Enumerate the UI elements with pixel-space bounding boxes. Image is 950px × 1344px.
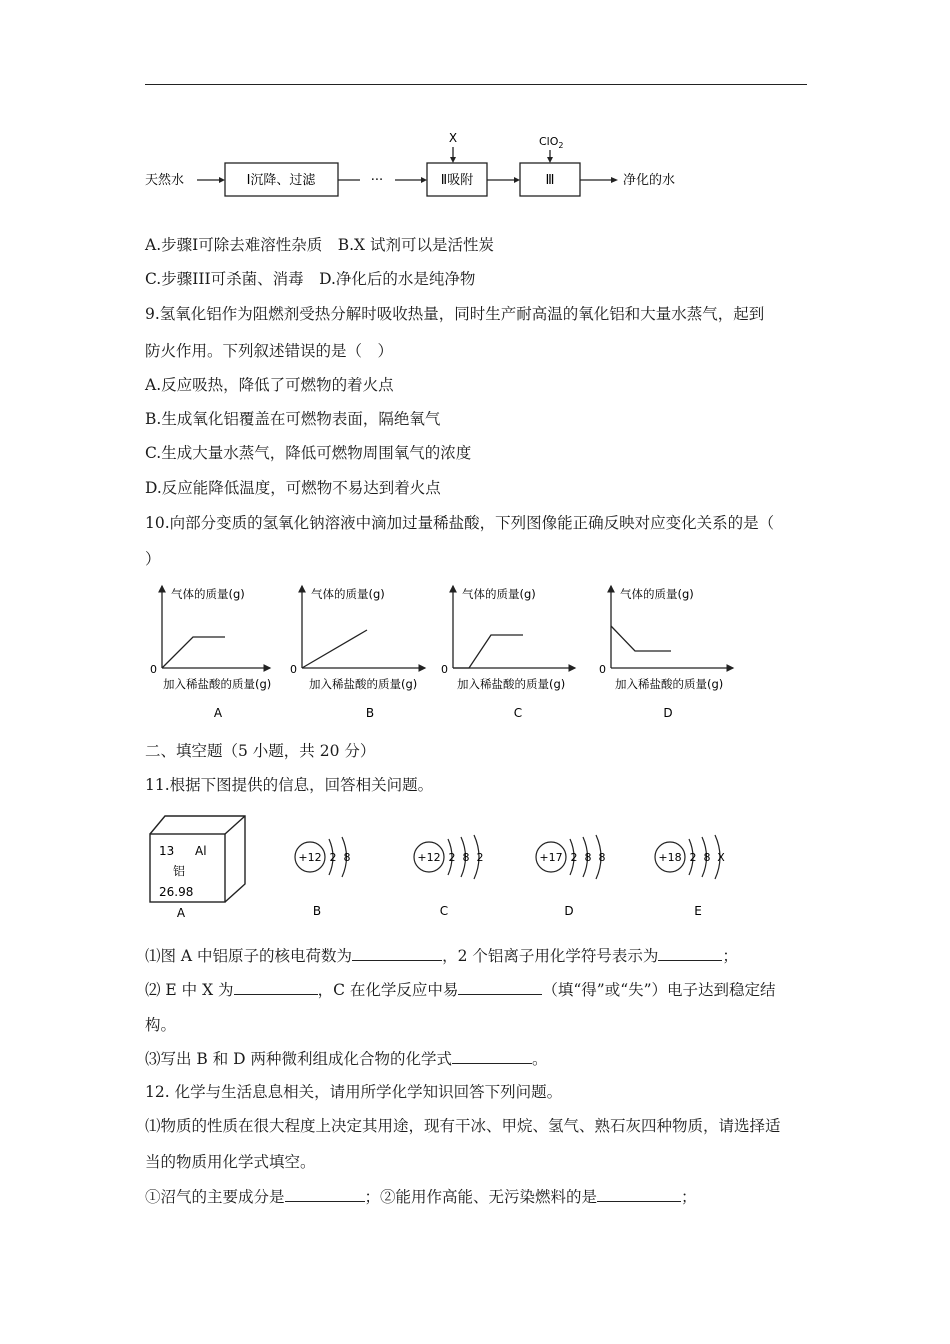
graph-a-origin: 0 xyxy=(150,663,157,676)
graph-c-origin: 0 xyxy=(441,663,448,676)
atom-b-letter: B xyxy=(312,904,322,918)
graph-d-ylabel: 气体的质量(g) xyxy=(620,587,694,601)
q11-blank-3[interactable] xyxy=(234,978,318,995)
reagent-x: X xyxy=(448,131,458,145)
q8-options-ab: A.步骤I可除去难溶性杂质 B.X 试剂可以是活性炭 xyxy=(145,236,495,254)
q12-stem: 12. 化学与生活息息相关，请用所学化学知识回答下列问题。 xyxy=(145,1083,563,1101)
graph-a-xlabel: 加入稀盐酸的质量(g) xyxy=(163,677,272,691)
q9-stem-2: 防火作用。下列叙述错误的是（ ） xyxy=(145,342,394,360)
atom-c-nucleus: +12 xyxy=(417,851,441,864)
atom-b-shell-1: 2 xyxy=(329,851,337,864)
graph-b-xlabel: 加入稀盐酸的质量(g) xyxy=(309,677,418,691)
header-rule xyxy=(145,84,807,85)
graph-c-letter: C xyxy=(513,706,523,720)
cube-letter: A xyxy=(176,906,186,920)
flow-step1: Ⅰ沉降、过滤 xyxy=(246,173,316,188)
atom-c-shell-1: 2 xyxy=(448,851,456,864)
graph-c-xlabel: 加入稀盐酸的质量(g) xyxy=(457,677,566,691)
flow-step2: Ⅱ吸附 xyxy=(440,173,474,188)
q12-part-1-line-1: ⑴物质的性质在很大程度上决定其用途，现有干冰、甲烷、氢气、熟石灰四种物质，请选择适 xyxy=(145,1117,781,1135)
q12-part-1-line-2: 当的物质用化学式填空。 xyxy=(145,1153,316,1171)
atom-e-letter: E xyxy=(694,904,702,918)
atom-d-letter: D xyxy=(564,904,574,918)
q11-part-3: ⑶写出 B 和 D 两种微利组成化合物的化学式 。 xyxy=(145,1047,548,1070)
q12-part-1-line-3: ①沼气的主要成分是 ；②能用作高能、无污染燃料的是 ； xyxy=(145,1185,697,1208)
q11-part-2: ⑵ E 中 X 为 ，C 在化学反应中易 （填“得”或“失”）电子达到稳定结 xyxy=(145,978,776,1001)
atom-e-shell-3: X xyxy=(717,851,725,864)
section-2-heading: 二、填空题（5 小题，共 20 分） xyxy=(145,742,376,760)
q10-stem-1: 10.向部分变质的氢氧化钠溶液中滴加过量稀盐酸，下列图像能正确反映对应变化关系的是（ xyxy=(145,514,775,532)
graph-a-curve xyxy=(162,637,225,668)
atom-d-shell-3: 8 xyxy=(598,851,606,864)
atom-d-shell-1: 2 xyxy=(570,851,578,864)
q11-blank-2[interactable] xyxy=(658,944,722,961)
graph-d-letter: D xyxy=(663,706,673,720)
q11-blank-1[interactable] xyxy=(352,944,442,961)
q9-option-a: A.反应吸热，降低了可燃物的着火点 xyxy=(145,376,394,394)
q9-option-c: C.生成大量水蒸气，降低可燃物周围氧气的浓度 xyxy=(145,444,472,462)
q11-blank-4[interactable] xyxy=(458,978,542,995)
graph-d-origin: 0 xyxy=(599,663,606,676)
q11-figure xyxy=(145,812,765,927)
atom-e-nucleus: +18 xyxy=(658,851,682,864)
graph-b-ylabel: 气体的质量(g) xyxy=(311,587,385,601)
water-purification-flowchart xyxy=(145,120,705,210)
q9-option-d: D.反应能降低温度，可燃物不易达到着火点 xyxy=(145,479,441,497)
q11-blank-5[interactable] xyxy=(452,1047,532,1064)
atom-c-shell-3: 2 xyxy=(476,851,484,864)
graph-d-xlabel: 加入稀盐酸的质量(g) xyxy=(615,677,724,691)
graph-a-letter: A xyxy=(213,706,223,720)
flow-output: 净化的水 xyxy=(623,173,676,188)
atom-c-shell-2: 8 xyxy=(462,851,470,864)
graph-c-ylabel: 气体的质量(g) xyxy=(462,587,536,601)
atom-b-nucleus: +12 xyxy=(298,851,322,864)
q12-blank-1[interactable] xyxy=(285,1185,365,1202)
cube-name: 铝 xyxy=(173,864,186,878)
graph-b-curve xyxy=(302,630,367,668)
cube-mass: 26.98 xyxy=(159,885,194,899)
q11-part-1: ⑴图 A 中铝原子的核电荷数为 ，2 个铝离子用化学符号表示为 ； xyxy=(145,944,738,967)
q11-part-2-cont: 构。 xyxy=(145,1016,177,1034)
q8-options-cd: C.步骤III可杀菌、消毒 D.净化后的水是纯净物 xyxy=(145,270,476,288)
graph-d-curve xyxy=(611,626,671,651)
cube-symbol: Al xyxy=(195,844,207,858)
q11-stem: 11.根据下图提供的信息，回答相关问题。 xyxy=(145,776,434,794)
atom-e-shell-2: 8 xyxy=(703,851,711,864)
reagent-clo2: ClO$_2$ xyxy=(539,135,564,150)
atom-c-letter: C xyxy=(439,904,449,918)
q9-option-b: B.生成氧化铝覆盖在可燃物表面，隔绝氧气 xyxy=(145,410,441,428)
graph-b-letter: B xyxy=(365,706,375,720)
q12-blank-2[interactable] xyxy=(597,1185,681,1202)
flow-dots: ··· xyxy=(370,173,384,188)
flow-step3: Ⅲ xyxy=(545,173,555,188)
q10-stem-2: ） xyxy=(145,550,161,568)
flow-input: 天然水 xyxy=(145,173,185,188)
q10-graphs xyxy=(145,580,765,725)
graph-a-ylabel: 气体的质量(g) xyxy=(171,587,245,601)
atom-e-shell-1: 2 xyxy=(689,851,697,864)
q9-stem-1: 9.氢氧化铝作为阻燃剂受热分解时吸收热量，同时生产耐高温的氧化铝和大量水蒸气，起到 xyxy=(145,305,765,323)
atom-d-shell-2: 8 xyxy=(584,851,592,864)
atom-d-nucleus: +17 xyxy=(539,851,563,864)
atom-b-shell-2: 8 xyxy=(343,851,351,864)
cube-number: 13 xyxy=(159,844,175,858)
graph-c-curve xyxy=(453,635,523,668)
graph-b-origin: 0 xyxy=(290,663,297,676)
